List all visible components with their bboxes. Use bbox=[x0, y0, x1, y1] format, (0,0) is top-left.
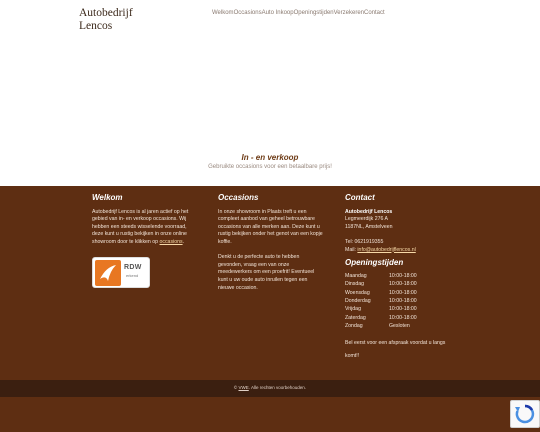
hours-time: 10:00-18:00 bbox=[389, 306, 417, 313]
hours-time: 10:00-18:00 bbox=[389, 314, 417, 321]
hours-time: 10:00-18:00 bbox=[389, 289, 417, 296]
recaptcha-badge[interactable] bbox=[510, 400, 540, 428]
welkom-text: Autobedrijf Lencos is al jaren actief op het gebied van in- en verkoop occasions. Wij hebben een steeds wisselende voorraad, deze kunt u rustig bekijken in onze online showroom door te klikken op occasions. bbox=[92, 208, 189, 245]
rdw-badge-sub: erkend bbox=[126, 272, 139, 278]
contact-address-2: 1187NL, Amstelveen bbox=[345, 223, 393, 230]
occasions-column bbox=[218, 194, 323, 292]
contact-address-1: Legmeerdijk 276 A bbox=[345, 216, 388, 223]
nav-verzekeren[interactable]: Verzekeren bbox=[333, 10, 364, 16]
occasions-para-1: In onze showroom in Plaats treft u een compleet aanbod van geheel betrouwbare occasions van alle merken aan. Deze kunt u rustig bekijken onder het genot van een kopje koffie. bbox=[218, 208, 323, 245]
hours-time: 10:00-18:00 bbox=[389, 272, 417, 279]
footer-bottom bbox=[0, 397, 540, 432]
contact-mail-row: Mail: info@autobedrijflencos.nl bbox=[345, 246, 416, 253]
vwe-link[interactable]: VWE bbox=[238, 385, 249, 390]
copyright: © VWE. Alle rechten voorbehouden. bbox=[233, 385, 307, 390]
recaptcha-icon bbox=[511, 401, 539, 427]
hours-time: Gesloten bbox=[389, 323, 410, 330]
hours-day: Woensdag bbox=[345, 289, 370, 296]
logo-line-1: Autobedrijf bbox=[79, 7, 133, 19]
welkom-heading: Welkom bbox=[92, 193, 123, 202]
copyright-bar bbox=[0, 380, 540, 397]
hours-day: Vrijdag bbox=[345, 306, 361, 313]
hours-time: 10:00-18:00 bbox=[389, 297, 417, 304]
nav-auto-inkoop[interactable]: Auto Inkoop bbox=[261, 10, 294, 16]
logo-line-2: Lencos bbox=[79, 20, 113, 32]
nav-occasions[interactable]: Occasions bbox=[233, 10, 262, 16]
occasions-heading: Occasions bbox=[218, 193, 259, 202]
opening-hours-table bbox=[345, 273, 455, 331]
nav-contact[interactable]: Contact bbox=[364, 10, 385, 16]
hours-day: Zondag bbox=[345, 323, 363, 330]
contact-mail-link[interactable]: info@autobedrijflencos.nl bbox=[357, 246, 416, 253]
openingstijden-heading: Openingstijden bbox=[345, 258, 404, 268]
appointment-note: Bel eerst voor een afspraak voordat u langs komt!! bbox=[345, 339, 446, 359]
hero-title: In - en verkoop bbox=[241, 153, 299, 162]
header bbox=[0, 0, 540, 40]
contact-column bbox=[345, 194, 455, 363]
nav-welkom[interactable]: Welkom bbox=[212, 10, 234, 16]
logo[interactable] bbox=[79, 7, 133, 33]
main-nav bbox=[212, 10, 385, 16]
hours-time: 10:00-18:00 bbox=[389, 281, 417, 288]
hours-day: Zaterdag bbox=[345, 314, 366, 321]
nav-openingstijden[interactable]: Openingstijden bbox=[293, 10, 334, 16]
contact-name: Autobedrijf Lencos bbox=[345, 208, 393, 215]
contact-heading: Contact bbox=[345, 193, 375, 202]
hours-day: Donderdag bbox=[345, 297, 371, 304]
rdw-badge bbox=[92, 257, 150, 288]
footer-info bbox=[0, 186, 540, 380]
contact-tel: Tel: 0621919355 bbox=[345, 238, 384, 245]
rdw-badge-title: RDW bbox=[124, 263, 142, 271]
hours-day: Dinsdag bbox=[345, 281, 365, 288]
hero-subtitle: Gebruikte occasions voor een betaalbare prijs! bbox=[208, 164, 332, 170]
hours-day: Maandag bbox=[345, 272, 367, 279]
occasions-link[interactable]: occasions bbox=[159, 238, 183, 245]
rdw-logo-icon bbox=[95, 260, 121, 286]
welkom-column bbox=[92, 194, 197, 288]
occasions-para-2: Denkt u de perfecte auto te hebben gevonden, vraag een van onze meedewerkers om een proefrit! Eventueel kunt u uw oude auto inruilen tegen een nieuwe occasion. bbox=[218, 254, 315, 291]
